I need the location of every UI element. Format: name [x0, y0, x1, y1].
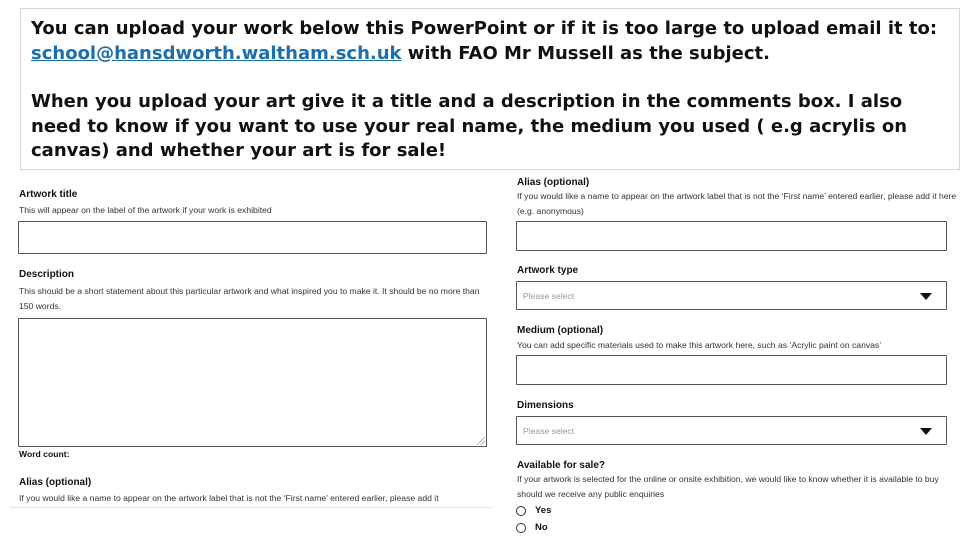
for-sale-option-no[interactable] [516, 522, 548, 533]
description-help: This should be a short statement about this particular artwork and what inspired you to make it. It should be no more than 150 words. [19, 286, 480, 311]
resize-handle-icon[interactable] [477, 437, 485, 445]
alias-input[interactable] [516, 221, 947, 251]
alias-left-help: If you would like a name to appear on the artwork label that is not the ‘First name’ entered earlier, please add it [19, 493, 439, 503]
artwork-title-label: Artwork title [19, 189, 78, 200]
medium-label: Medium (optional) [517, 325, 604, 336]
artwork-type-placeholder: Please select [523, 291, 575, 301]
radio-no[interactable] [516, 523, 526, 533]
radio-yes[interactable] [516, 506, 526, 516]
instructions-panel [20, 8, 960, 170]
artwork-type-label: Artwork type [517, 265, 579, 276]
dimensions-placeholder: Please select [523, 426, 575, 436]
instructions-line-1: You can upload your work below this PowerPoint or if it is too large to upload email it to: [31, 18, 938, 39]
artwork-title-input[interactable] [18, 221, 487, 254]
alias-left-label: Alias (optional) [19, 477, 92, 488]
chevron-down-icon [920, 428, 932, 435]
artwork-type-select[interactable] [516, 281, 947, 310]
description-textarea[interactable] [18, 318, 487, 447]
artwork-title-help: This will appear on the label of the artwork if your work is exhibited [19, 205, 272, 215]
alias-right-label: Alias (optional) [517, 177, 590, 188]
dimensions-select[interactable] [516, 416, 947, 445]
for-sale-label: Available for sale? [517, 460, 605, 471]
instructions-paragraph-2: When you upload your art give it a title and a description in the comments box. I also need to know if you want to use your real name, the medium you used ( e.g acrylis on canvas) and whether your art is for sale! [31, 91, 908, 161]
for-sale-help: If your artwork is selected for the online or onsite exhibition, we would like to know whether it is available to buy should we receive any public enquiries [517, 474, 939, 499]
divider [10, 507, 491, 508]
for-sale-option-yes[interactable] [516, 505, 551, 516]
chevron-down-icon [920, 293, 932, 300]
medium-input[interactable] [516, 355, 947, 385]
radio-yes-label: Yes [535, 505, 552, 516]
word-count-label: Word count: [19, 449, 70, 459]
school-email-link[interactable]: school@hansdworth.waltham.sch.uk [31, 42, 402, 64]
instructions-line-2: with FAO Mr Mussell as the subject. [401, 42, 770, 64]
dimensions-label: Dimensions [517, 400, 574, 411]
radio-no-label: No [535, 522, 548, 533]
instructions-paragraph-1 [31, 17, 949, 66]
alias-right-help: If you would like a name to appear on the artwork label that is not the ‘First name’ entered earlier, please add it here (e.g. anonymous) [517, 191, 957, 216]
description-label: Description [19, 269, 75, 280]
medium-help: You can add specific materials used to make this artwork here, such as ‘Acrylic paint on canvas’ [517, 340, 882, 350]
